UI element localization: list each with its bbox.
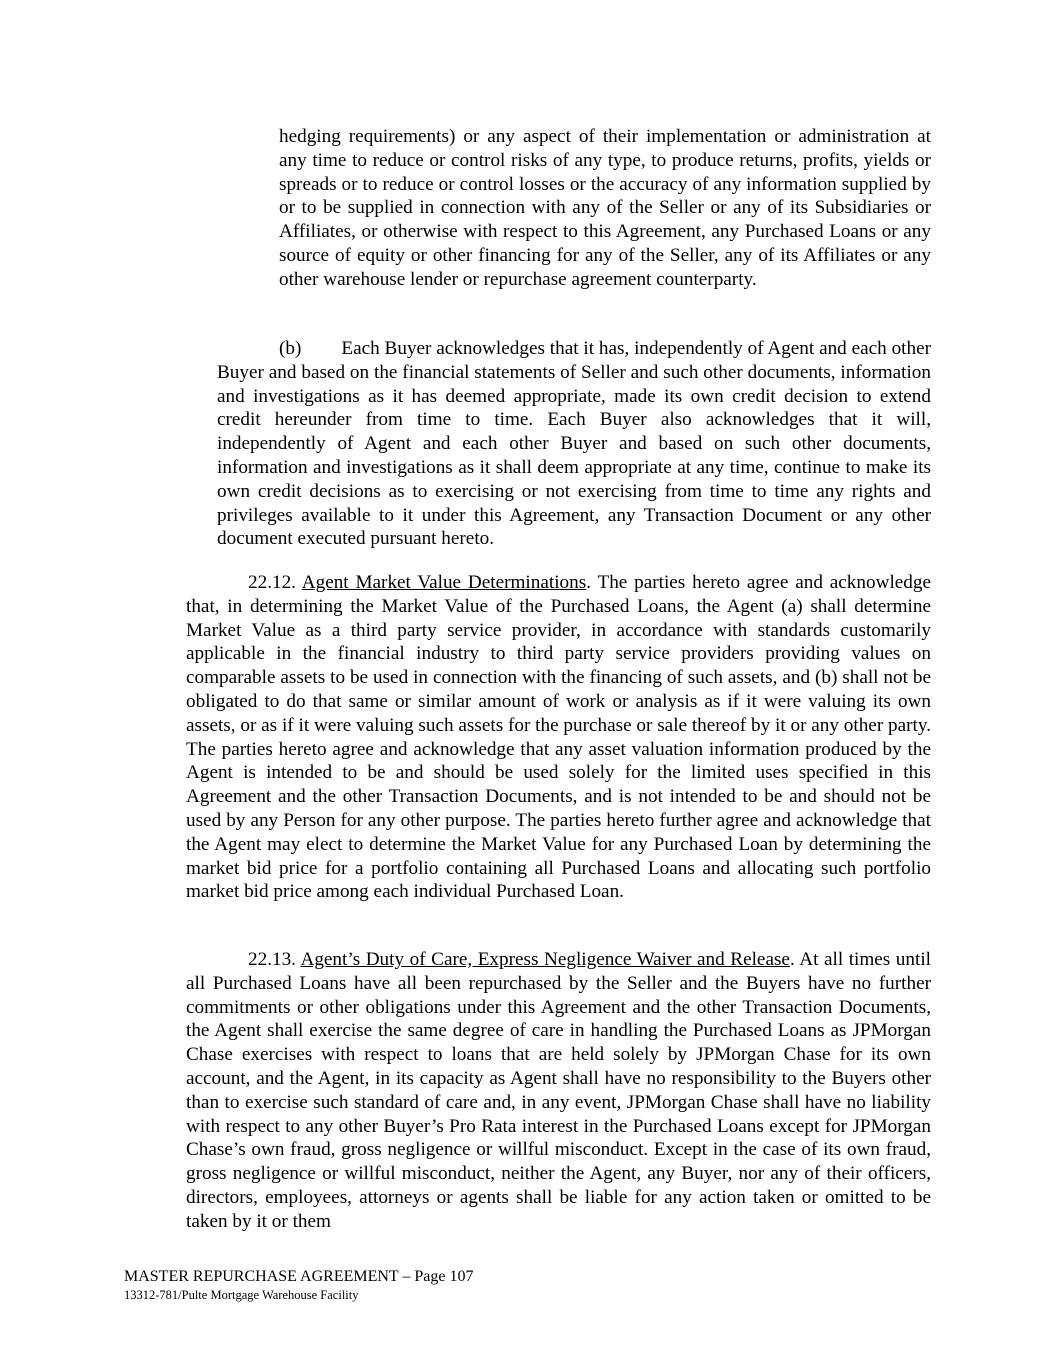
section-22-13-heading: Agent’s Duty of Care, Express Negligence Waiver and Release xyxy=(300,949,790,970)
paragraph-b-text: Each Buyer acknowledges that it has, independently of Agent and each other Buyer and based on the financial statements of Seller and such other documents, information and investigations as it has deemed appropriate, made its own credit decision to extend credit hereunder from time to time. Each Buyer also acknowledges that it will, independently of Agent and each other Buyer and based on such other documents, information and investigations as it shall deem appropriate at any time, continue to make its own credit decisions as to exercising or not exercising from time to time any rights and privileges available to it under this Agreement, any Transaction Document or any other document executed pursuant hereto. xyxy=(217,338,931,550)
paragraph-hedging-continuation: hedging requirements) or any aspect of their implementation or administration at any time to reduce or control risks of any type, to produce returns, profits, yields or spreads or to reduce or control losses or the accuracy of any information supplied by or to be supplied in connection with any of the Seller or any of its Subsidiaries or Affiliates, or otherwise with respect to this Agreement, any Purchased Loans or any source of equity or other financing for any of the Seller, any of its Affiliates or any other warehouse lender or repurchase agreement counterparty. xyxy=(279,126,931,290)
footer-page-title: MASTER REPURCHASE AGREEMENT – Page 107 xyxy=(124,1268,474,1285)
section-22-12 xyxy=(186,571,931,904)
section-22-12-number: 22.12. xyxy=(248,572,296,593)
section-22-12-text: . The parties hereto agree and acknowledge that, in determining the Market Value of the Purchased Loans, the Agent (a) shall determine Market Value as a third party service provider, in accordance with standards customarily applicable in the financial industry to third party service providers providing values on comparable assets to be used in connection with the financing of such assets, and (b) shall not be obligated to do that same or similar amount of work or analysis as if it were valuing its own assets, or as if it were valuing such assets for the purchase or sale thereof by it or any other party. The parties hereto agree and acknowledge that any asset valuation information produced by the Agent is intended to be and should be used solely for the limited uses specified in this Agreement and the other Transaction Documents, and is not intended to be and should not be used by any Person for any other purpose. The parties hereto further agree and acknowledge that the Agent may elect to determine the Market Value for any Purchased Loan by determining the market bid price for a portfolio containing all Purchased Loans and allocating such portfolio market bid price among each individual Purchased Loan. xyxy=(186,572,931,903)
section-22-13 xyxy=(186,948,931,1234)
paragraph-b-label: (b) xyxy=(279,338,302,359)
section-22-13-text: . At all times until all Purchased Loans have all been repurchased by the Seller and the Buyers have no further commitments or other obligations under this Agreement and the other Transaction Documents, the Agent shall exercise the same degree of care in handling the Purchased Loans as JPMorgan Chase exercises with respect to loans that are held solely by JPMorgan Chase for its own account, and the Agent, in its capacity as Agent shall have no responsibility to the Buyers other than to exercise such standard of care and, in any event, JPMorgan Chase shall have no liability with respect to any other Buyer’s Pro Rata interest in the Purchased Loans except for JPMorgan Chase’s own fraud, gross negligence or willful misconduct. Except in the case of its own fraud, gross negligence or willful misconduct, neither the Agent, any Buyer, nor any of their officers, directors, employees, attorneys or agents shall be liable for any action taken or omitted to be taken by it or them xyxy=(186,949,931,1232)
paragraph-b-buyer-acknowledgment xyxy=(217,337,931,551)
section-22-13-number: 22.13. xyxy=(248,949,296,970)
section-22-12-heading: Agent Market Value Determinations xyxy=(301,572,587,593)
footer-document-id: 13312-781/Pulte Mortgage Warehouse Facility xyxy=(124,1288,359,1302)
